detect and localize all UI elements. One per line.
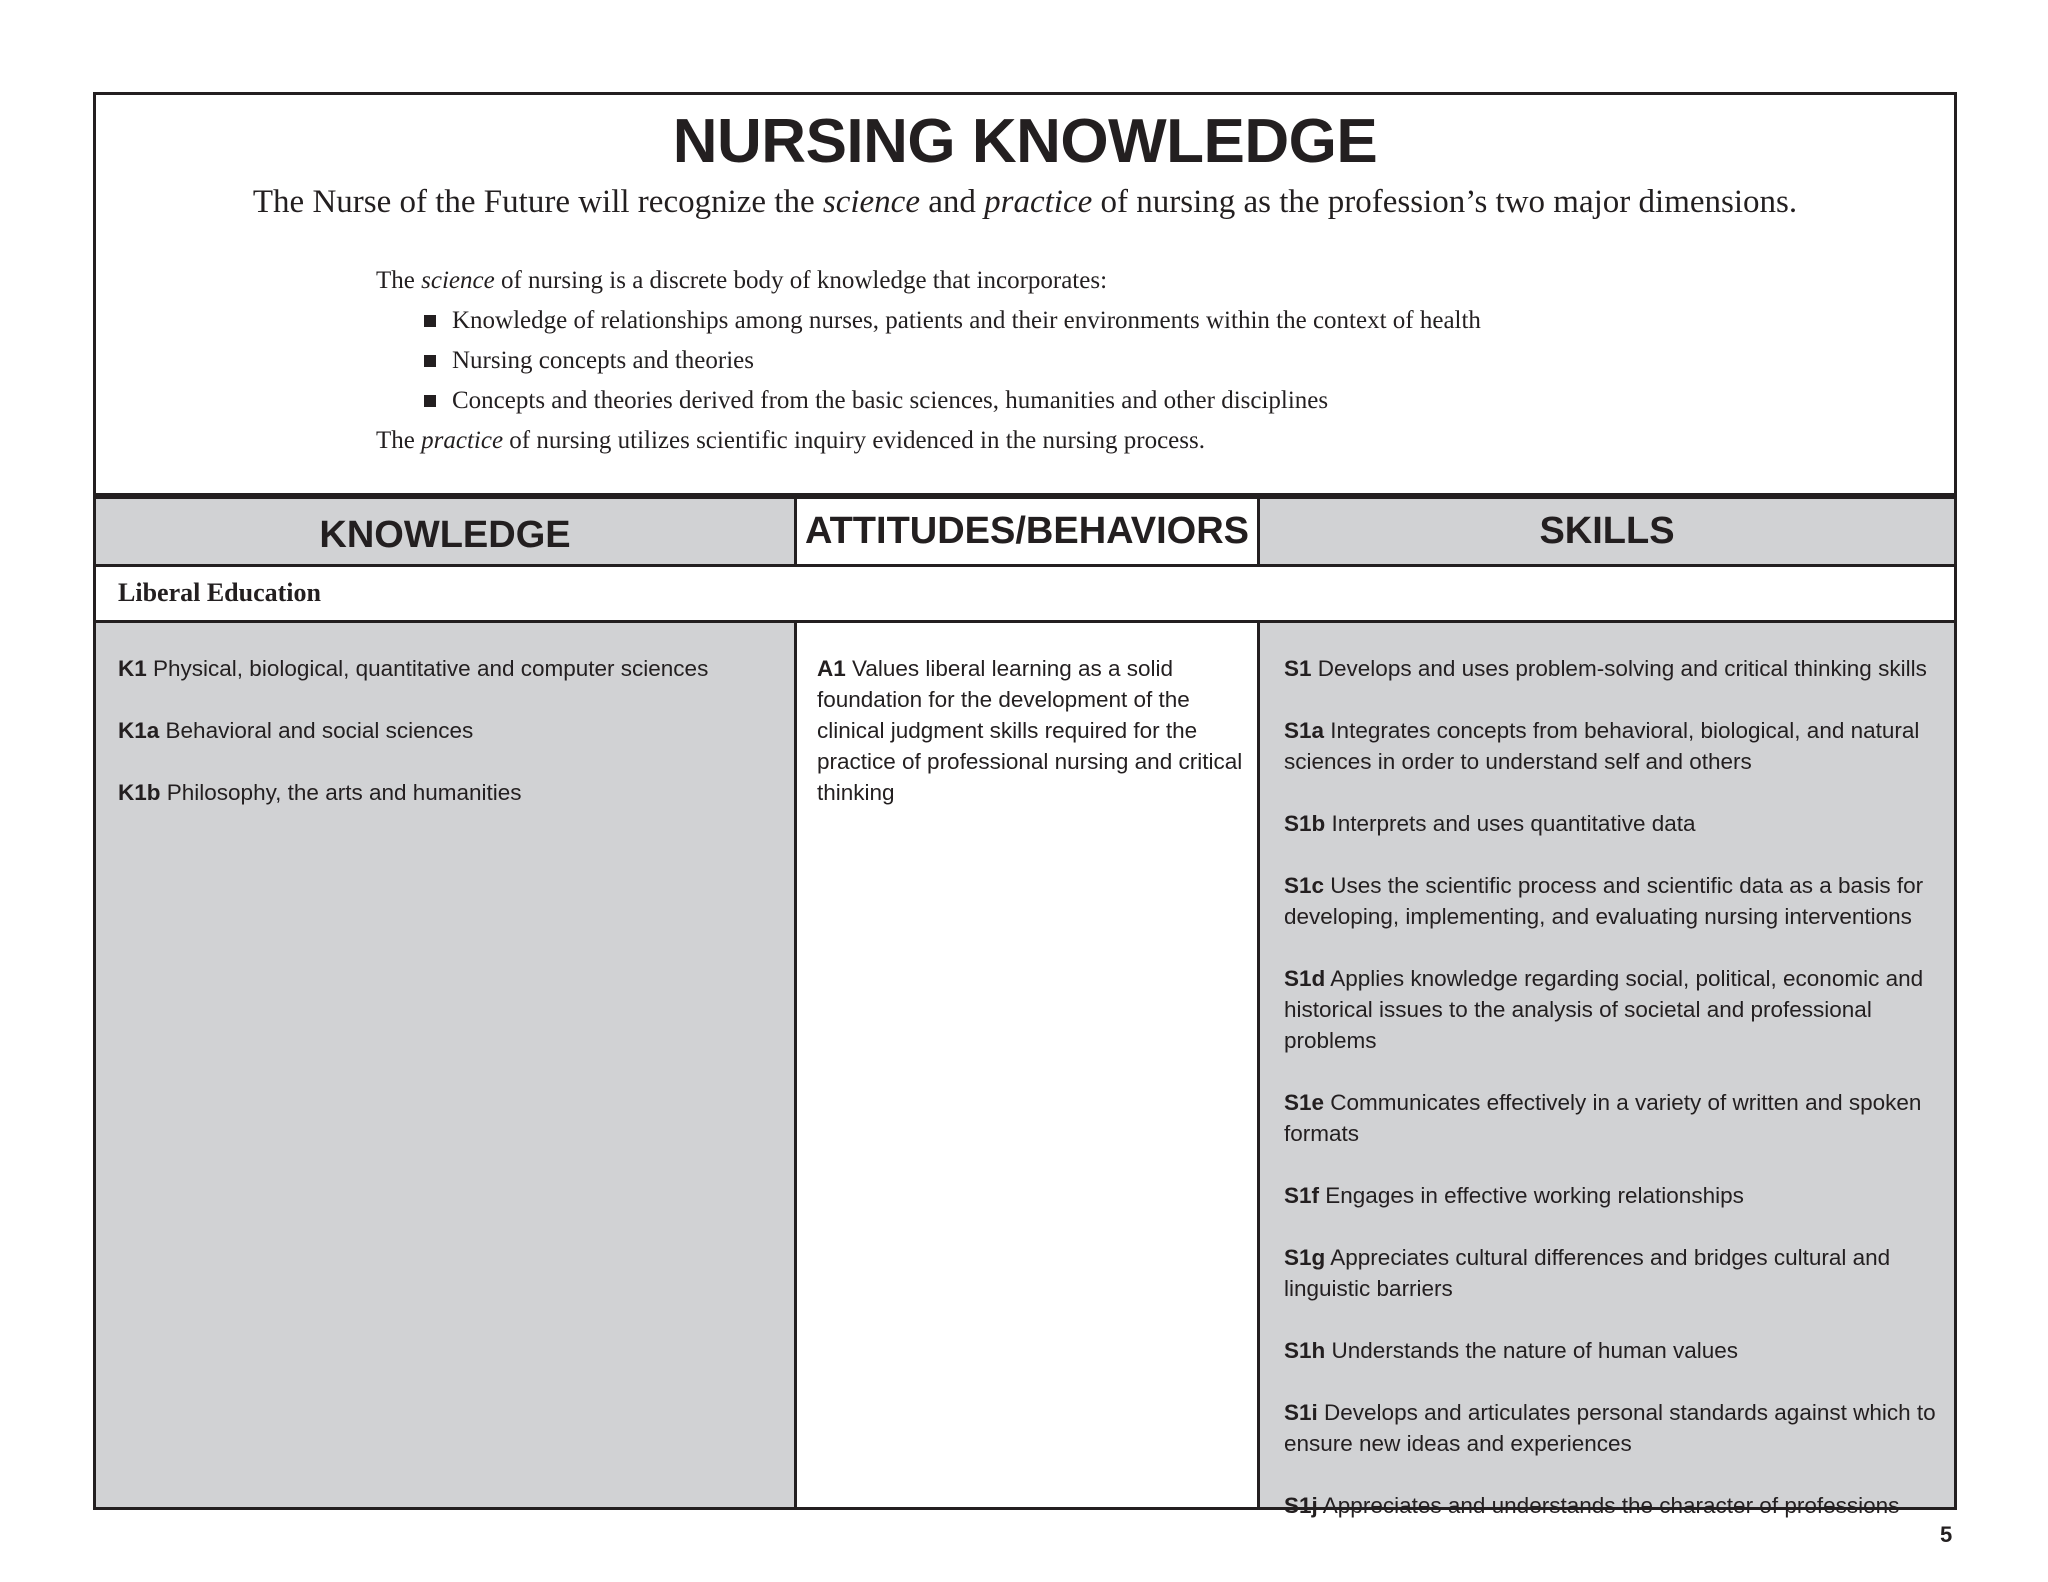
knowledge-item: K1b Philosophy, the arts and humanities bbox=[118, 780, 522, 805]
knowledge-header: KNOWLEDGE bbox=[96, 499, 797, 564]
knowledge-item: K1 Physical, biological, quantitative and computer sciences bbox=[118, 656, 709, 681]
intro-box bbox=[96, 95, 1954, 499]
column-header-row bbox=[96, 499, 1954, 567]
square-bullet-icon bbox=[424, 355, 436, 367]
square-bullet-icon bbox=[424, 395, 436, 407]
skill-item: S1c Uses the scientific process and scientific data as a basis for developing, implementing, and evaluating nursing interventions bbox=[1284, 873, 1924, 929]
skill-item: S1a Integrates concepts from behavioral, biological, and natural sciences in order to understand self and others bbox=[1284, 718, 1920, 774]
skills-column bbox=[1260, 623, 1954, 1518]
science-bullets bbox=[376, 301, 1776, 421]
page-title: NURSING KNOWLEDGE bbox=[672, 107, 1378, 176]
skill-item: S1g Appreciates cultural differences and bridges cultural and linguistic barriers bbox=[1284, 1245, 1891, 1301]
page-number: 5 bbox=[1940, 1522, 1953, 1547]
skills-header: SKILLS bbox=[1260, 499, 1954, 564]
skill-item: S1h Understands the nature of human values bbox=[1284, 1338, 1739, 1363]
section-label: Liberal Education bbox=[96, 567, 1954, 623]
knowledge-column bbox=[96, 623, 797, 1507]
skill-item: S1b Interprets and uses quantitative data bbox=[1284, 811, 1696, 836]
attitudes-column bbox=[797, 623, 1260, 1507]
bullet-item: Concepts and theories derived from the basic sciences, humanities and other disciplines bbox=[424, 381, 1776, 421]
bullet-item: Nursing concepts and theories bbox=[424, 341, 1776, 381]
page-subtitle: The Nurse of the Future will recognize the science and practice of nursing as the profession’s two major dimensions. bbox=[252, 184, 1798, 220]
square-bullet-icon bbox=[424, 315, 436, 327]
knowledge-item: K1a Behavioral and social sciences bbox=[118, 718, 474, 743]
skill-item: S1f Engages in effective working relationships bbox=[1284, 1183, 1744, 1208]
intro-text bbox=[376, 261, 1776, 461]
skill-item: S1j Appreciates and understands the character of professions bbox=[1284, 1493, 1900, 1518]
competency-frame bbox=[93, 92, 1957, 1518]
science-statement: The science of nursing is a discrete body of knowledge that incorporates: bbox=[376, 267, 1108, 294]
attitude-item: A1 Values liberal learning as a solid foundation for the development of the clinical judgment skills required for the practice of professional nursing and critical thinking bbox=[817, 656, 1243, 805]
skill-item: S1i Develops and articulates personal standards against which to ensure new ideas and experiences bbox=[1284, 1400, 1936, 1456]
skill-item: S1e Communicates effectively in a variety of written and spoken formats bbox=[1284, 1090, 1922, 1146]
skill-item: S1d Applies knowledge regarding social, political, economic and historical issues to the analysis of societal and professional problems bbox=[1284, 966, 1924, 1053]
attitudes-header: ATTITUDES/BEHAVIORS bbox=[797, 499, 1260, 564]
practice-statement: The practice of nursing utilizes scientific inquiry evidenced in the nursing process. bbox=[376, 427, 1205, 454]
bullet-item: Knowledge of relationships among nurses, patients and their environments within the context of health bbox=[424, 301, 1776, 341]
skill-item: S1 Develops and uses problem-solving and critical thinking skills bbox=[1284, 656, 1927, 681]
